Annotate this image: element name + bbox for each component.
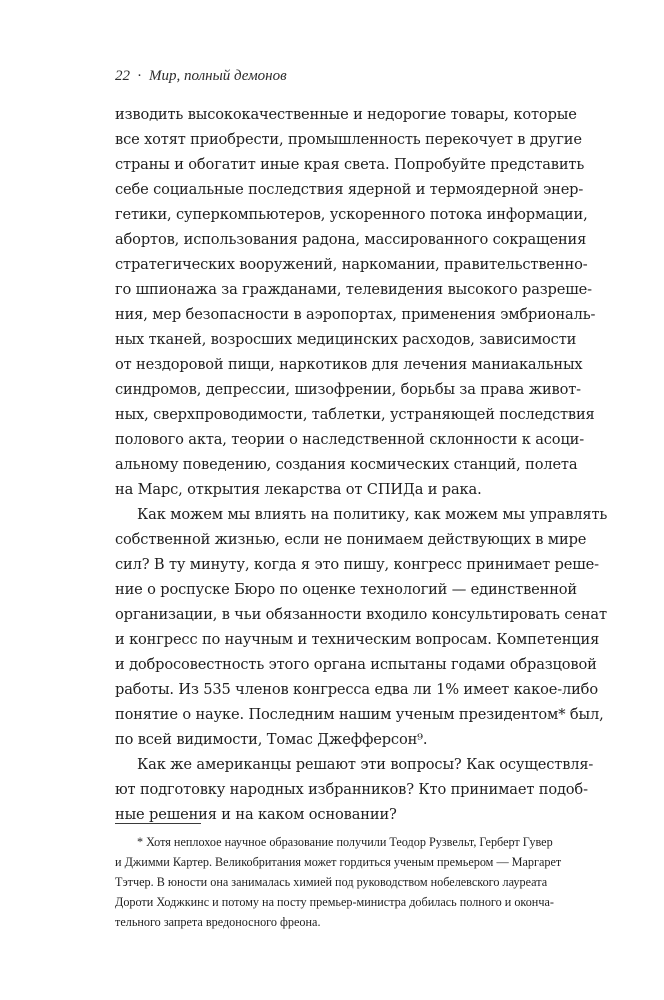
text-line: ют подготовку народных избранников? Кто принимает подоб- [115,781,588,798]
text-line: организации, в чьи обязанности входило консультировать сенат [115,606,607,623]
text-line: го шпионажа за гражданами, телевидения высокого разреше- [115,281,592,298]
footnote [115,832,562,932]
text-line: гетики, суперкомпьютеров, ускоренного потока информации, [115,206,588,223]
text-line: и конгресс по научным и техническим вопросам. Компетенция [115,631,600,648]
paragraph-2 [115,502,608,752]
footnote-line: тельного запрета вредоносного фреона. [115,915,321,929]
text-line: страны и обогатит иные края света. Попробуйте представить [115,156,585,173]
text-line: ния, мер безопасности в аэропортах, применения эмбриональ- [115,306,596,323]
text-line: полового акта, теории о наследственной склонности к асоци- [115,431,585,448]
paragraph-1 [115,102,596,502]
footnote-line: Дороти Ходжкинс и потому на посту премьер-министра добилась полного и оконча- [115,895,554,909]
text-line: альному поведению, создания космических станций, полета [115,456,578,473]
text-line: все хотят приобрести, промышленность перекочует в другие [115,131,582,148]
text-line: ние о роспуске Бюро по оценке технологий — единственной [115,581,577,598]
text-line: от нездоровой пищи, наркотиков для лечения маниакальных [115,356,583,373]
text-line: сил? В ту минуту, когда я это пишу, конгресс принимает реше- [115,556,599,573]
text-line: и добросовестность этого органа испытаны годами образцовой [115,656,597,673]
text-line: стратегических вооружений, наркомании, правительственно- [115,256,588,273]
footnote-line: и Джимми Картер. Великобритания может гордиться ученым премьером — Маргарет [115,855,562,869]
text-line: собственной жизнью, если не понимаем действующих в мире [115,531,587,548]
text-line: ные решения и на каком основании? [115,806,397,823]
running-head-separator: · [137,68,142,84]
text-line: по всей видимости, Томас Джефферсон⁹. [115,731,428,748]
running-head [115,68,287,85]
text-line: абортов, использования радона, массированного сокращения [115,231,587,248]
text-line: Как же американцы решают эти вопросы? Как осуществля- [137,756,594,773]
text-line: на Марс, открытия лекарства от СПИДа и рака. [115,481,482,498]
footnote-line: Тэтчер. В юности она занималась химией под руководством нобелевского лауреата [115,875,548,889]
footnote-divider [115,823,201,824]
text-line: синдромов, депрессии, шизофрении, борьбы за права живот- [115,381,581,398]
text-line: понятие о науке. Последним нашим ученым президентом* был, [115,706,604,723]
text-line: себе социальные последствия ядерной и термоядерной энер- [115,181,584,198]
paragraph-3 [115,752,594,827]
text-line: ных тканей, возросших медицинских расходов, зависимости [115,331,577,348]
text-line: Как можем мы влиять на политику, как можем мы управлять [137,506,608,523]
text-line: изводить высококачественные и недорогие товары, которые [115,106,577,123]
page-number: 22 [115,68,130,84]
text-line: ных, сверхпроводимости, таблетки, устраняющей последствия [115,406,595,423]
body-text [115,102,608,827]
footnote-line: * Хотя неплохое научное образование получили Теодор Рузвельт, Герберт Гувер [137,835,553,849]
text-line: работы. Из 535 членов конгресса едва ли 1% имеет какое-либо [115,681,598,698]
book-title: Мир, полный демонов [149,68,287,84]
